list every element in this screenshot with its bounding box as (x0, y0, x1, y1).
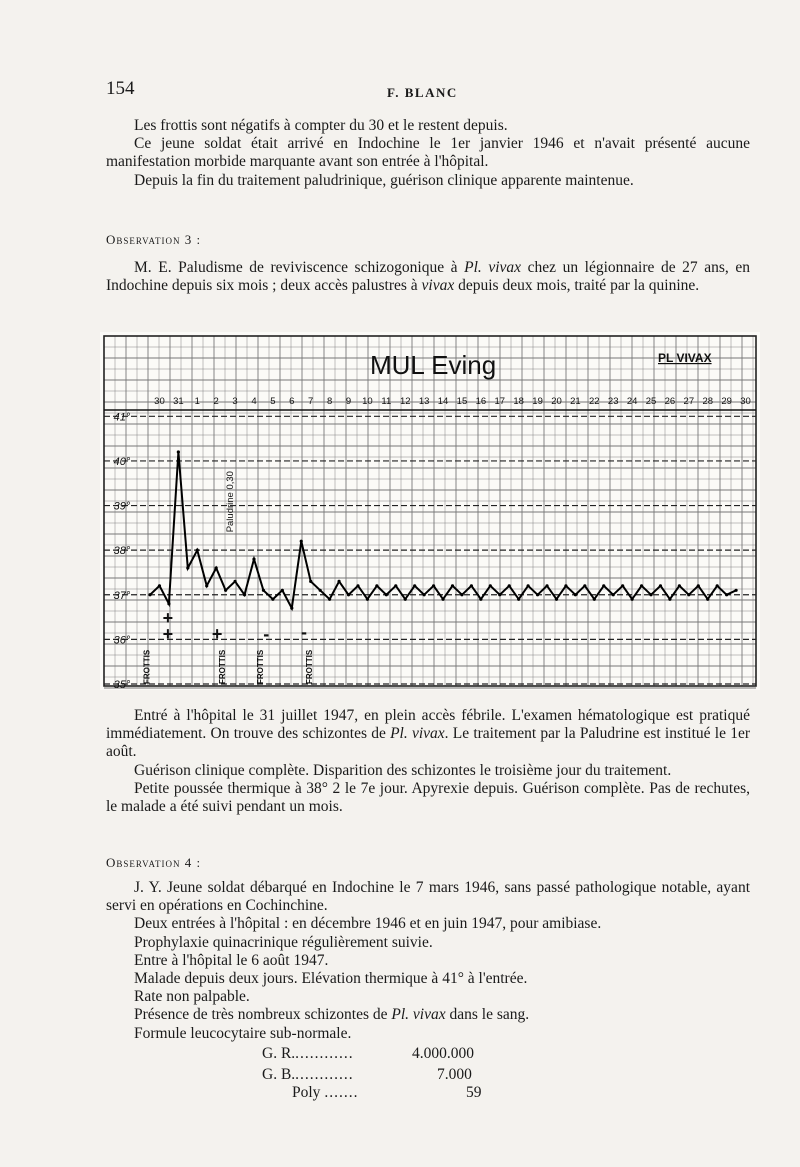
temperature-point (319, 589, 322, 592)
smear-label: FROTTIS (218, 649, 228, 684)
temperature-point (697, 584, 700, 587)
y-tick-label: 38° (113, 545, 131, 558)
temperature-point (734, 589, 737, 592)
x-tick-label: 22 (589, 396, 600, 407)
temperature-point (602, 584, 605, 587)
running-author: F. BLANC (387, 85, 458, 100)
x-tick-label: 1 (194, 396, 200, 407)
temperature-point (451, 584, 454, 587)
x-tick-label: 4 (251, 396, 257, 407)
temperature-point (347, 593, 350, 596)
paludrine-label: Paludrine 0,30 (225, 471, 237, 533)
x-tick-label: 12 (399, 396, 411, 407)
x-tick-label: 24 (626, 396, 638, 407)
temperature-point (687, 593, 690, 596)
temperature-chart-svg (100, 332, 760, 690)
smear-result-mark: - (301, 622, 308, 642)
temperature-point (309, 580, 312, 583)
temperature-point (186, 566, 189, 569)
obs4-line-3: Entre à l'hôpital le 6 août 1947. (134, 951, 329, 969)
temperature-point (489, 584, 492, 587)
temperature-point (366, 598, 369, 601)
temperature-point (555, 598, 558, 601)
temperature-point (508, 584, 511, 587)
x-tick-label: 20 (551, 396, 562, 407)
x-tick-label: 28 (702, 396, 714, 407)
temperature-point (479, 598, 482, 601)
row-dots: ............ (295, 1045, 354, 1062)
observation-4-text (106, 879, 750, 1043)
temperature-point (243, 593, 246, 596)
temperature-point (498, 593, 501, 596)
temperature-point (640, 584, 643, 587)
temperature-point (631, 598, 634, 601)
temperature-point (300, 540, 303, 543)
x-tick-label: 30 (154, 396, 165, 407)
temperature-point (262, 589, 265, 592)
course-paragraph-2: Guérison clinique complète. Disparition des schizontes le troisième jour du traitement. (134, 761, 672, 779)
smear-result-mark: + (211, 624, 223, 644)
course-species: Pl. vivax (390, 725, 445, 743)
table-row (262, 1045, 354, 1063)
x-tick-label: 30 (740, 396, 751, 407)
temperature-point (215, 566, 218, 569)
chart-background (100, 332, 760, 690)
row-value: 7.000 (437, 1066, 472, 1083)
x-tick-label: 15 (456, 396, 468, 407)
temperature-point (205, 584, 208, 587)
obs4-line-4: Malade depuis deux jours. Elévation thermique à 41° à l'entrée. (134, 970, 528, 988)
x-tick-label: 26 (664, 396, 676, 407)
x-tick-label: 6 (289, 396, 295, 407)
x-tick-label: 25 (645, 396, 657, 407)
x-tick-label: 14 (437, 396, 449, 407)
temperature-point (224, 589, 227, 592)
chart-title: MUL Eving (370, 350, 497, 380)
row-dots: ....... (324, 1084, 359, 1101)
temperature-point (527, 584, 530, 587)
row-value: 59 (466, 1084, 482, 1101)
y-tick-label: 36° (113, 634, 131, 647)
smear-label: FROTTIS (305, 649, 315, 684)
temperature-point (337, 580, 340, 583)
x-tick-label: 3 (232, 396, 238, 407)
temperature-point (668, 598, 671, 601)
chart-annotation: PL VIVAX (658, 351, 712, 365)
temperature-point (290, 607, 293, 610)
x-tick-label: 2 (213, 396, 219, 407)
x-tick-label: 17 (494, 396, 506, 407)
x-tick-label: 8 (326, 396, 333, 407)
row-value: 4.000.000 (412, 1045, 474, 1062)
temperature-point (725, 593, 728, 596)
temperature-point (233, 580, 236, 583)
temperature-point (621, 584, 624, 587)
observation-3-summary (106, 259, 750, 295)
smear-result-mark: - (263, 624, 270, 644)
temperature-point (536, 593, 539, 596)
row-dots: ............ (295, 1066, 354, 1083)
temperature-point (659, 584, 662, 587)
page-number: 154 (106, 78, 135, 99)
temperature-point (593, 598, 596, 601)
x-tick-label: 18 (513, 396, 524, 407)
obs4-line-1: Deux entrées à l'hôpital : en décembre 1946 et en juin 1947, pour amibiase. (134, 915, 602, 933)
obs3-text-1: M. E. Paludisme de reviviscence schizogonique à (134, 259, 465, 276)
x-tick-label: 9 (345, 396, 352, 407)
obs4-paragraph-1: J. Y. Jeune soldat débarqué en Indochine le 7 mars 1946, sans passé pathologique notable, ayant servi en opérations en Cochinchine. (106, 879, 750, 915)
observation-4-heading: Observation 4 : (106, 855, 202, 870)
obs4-species: Pl. vivax (391, 1006, 446, 1024)
temperature-point (423, 593, 426, 596)
obs4-line-5: Rate non palpable. (134, 988, 250, 1006)
row-label: Poly (292, 1084, 321, 1101)
smear-result-mark: + (162, 624, 174, 644)
temperature-point (441, 598, 444, 601)
table-row (262, 1066, 354, 1084)
obs4-line-7: Formule leucocytaire sub-normale. (134, 1024, 352, 1042)
obs4-line-6-end: dans le sang. (445, 1006, 530, 1024)
x-tick-label: 5 (270, 396, 276, 407)
temperature-point (196, 549, 199, 552)
x-tick-label: 7 (308, 396, 314, 407)
smear-result-mark: + (162, 608, 174, 628)
course-paragraph-3: Petite poussée thermique à 38° 2 le 7e jour. Apyrexie depuis. Guérison complète. Pas de rechutes, le malade a été suivi pendant un mois. (106, 779, 750, 816)
temperature-chart (100, 332, 760, 690)
x-tick-label: 16 (475, 396, 487, 407)
temperature-point (432, 584, 435, 587)
temperature-point (281, 589, 284, 592)
y-tick-label: 35° (113, 679, 131, 690)
temperature-point (517, 598, 520, 601)
temperature-point (404, 598, 407, 601)
temperature-point (356, 584, 359, 587)
y-tick-label: 40° (113, 455, 131, 468)
temperature-point (716, 584, 719, 587)
y-tick-label: 41° (113, 411, 131, 424)
x-tick-label: 11 (381, 396, 392, 407)
x-tick-label: 31 (173, 396, 184, 407)
temperature-point (148, 593, 151, 596)
row-label: G. R. (262, 1045, 296, 1062)
temperature-point (678, 584, 681, 587)
temperature-point (167, 602, 170, 605)
table-row (292, 1084, 358, 1102)
intro-block (106, 117, 750, 190)
temperature-point (328, 598, 331, 601)
intro-paragraph-3: Depuis la fin du traitement paludrinique, guérison clinique apparente maintenue. (134, 171, 634, 189)
obs3-species-2: vivax (421, 277, 455, 295)
temperature-point (564, 584, 567, 587)
temperature-point (460, 593, 463, 596)
temperature-point (470, 584, 473, 587)
course-text-2: . Le traitement par la Paludrine est institué le 1er août. (106, 725, 750, 761)
x-tick-label: 10 (362, 396, 373, 407)
temperature-point (271, 598, 274, 601)
obs4-line-2: Prophylaxie quinacrinique régulièrement suivie. (134, 933, 433, 951)
y-tick-label: 39° (113, 500, 131, 513)
x-tick-label: 23 (607, 396, 619, 407)
obs3-text-3: depuis deux mois, traité par la quinine. (454, 277, 700, 295)
temperature-point (649, 593, 652, 596)
temperature-point (612, 593, 615, 596)
temperature-point (375, 584, 378, 587)
temperature-point (158, 584, 161, 587)
smear-label: FROTTIS (142, 649, 152, 684)
observation-3-heading: Observation 3 : (106, 232, 202, 247)
x-tick-label: 13 (418, 396, 430, 407)
temperature-point (385, 593, 388, 596)
temperature-point (574, 593, 577, 596)
x-tick-label: 29 (721, 396, 732, 407)
temperature-point (413, 584, 416, 587)
intro-paragraph-1: Les frottis sont négatifs à compter du 30 et le restent depuis. (134, 117, 508, 134)
obs4-line-6-text: Présence de très nombreux schizontes de (134, 1006, 392, 1024)
observation-3-course (106, 707, 750, 816)
temperature-point (177, 450, 180, 453)
temperature-point (545, 584, 548, 587)
y-tick-label: 37° (113, 589, 131, 602)
temperature-point (583, 584, 586, 587)
row-label: G. B. (262, 1066, 296, 1083)
course-text-1: Entré à l'hôpital le 31 juillet 1947, en plein accès fébrile. L'examen hématologique est pratiqué immédiatement. On trouve des schizontes de (106, 707, 750, 743)
obs3-text-2: chez un légionnaire de 27 ans, en Indochine depuis six mois ; deux accès palustres à (106, 259, 750, 295)
x-tick-label: 27 (683, 396, 695, 407)
temperature-point (706, 598, 709, 601)
intro-paragraph-2: Ce jeune soldat était arrivé en Indochine le 1er janvier 1946 et n'avait présenté aucune manifestation morbide marquante avant son entrée à l'hôpital. (106, 135, 750, 171)
x-tick-label: 19 (532, 396, 543, 407)
temperature-point (394, 584, 397, 587)
temperature-point (252, 557, 255, 560)
obs3-species-1: Pl. vivax (464, 259, 522, 276)
smear-label: FROTTIS (255, 649, 265, 684)
x-tick-label: 21 (570, 396, 581, 407)
